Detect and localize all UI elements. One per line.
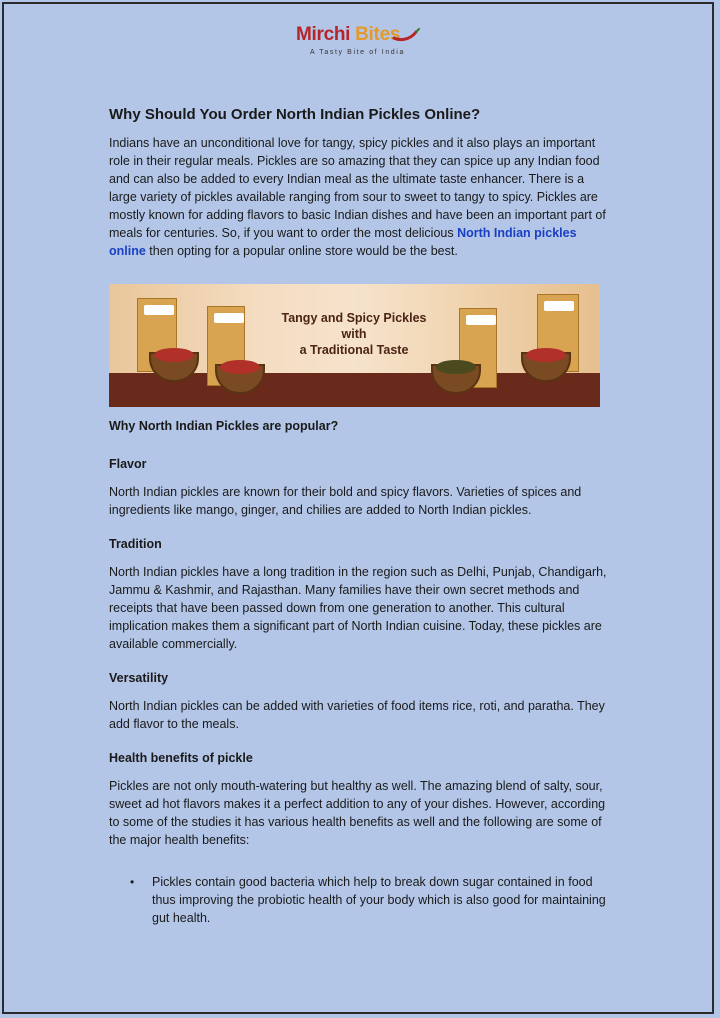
banner-title: Tangy and Spicy Pickles with a Traditional Taste: [281, 311, 427, 357]
section-text-tradition: North Indian pickles have a long tradition in the region such as Delhi, Punjab, Chandigarh, Jammu & Kashmir, and Rajasthan. Many families have their own secret methods and receipts that have been passed down from one generation to another. This cultural implication makes them a significant part of North Indian cuisine. Today, these pickles are available commercially.: [109, 565, 607, 651]
section-heading-versatility: Versatility: [109, 671, 169, 685]
section-heading-flavor: Flavor: [109, 457, 147, 471]
article: [109, 104, 614, 927]
brand-tagline: A Tasty Bite of India: [310, 49, 405, 56]
pickles-banner-image: [109, 284, 600, 407]
section-heading-tradition: Tradition: [109, 537, 162, 551]
popularity-question: Why North Indian Pickles are popular?: [109, 419, 339, 433]
intro-paragraph: [109, 134, 614, 260]
list-item: • Pickles contain good bacteria which help to break down sugar contained in food thus improving the probiotic health of your body which is also good for maintaining gut health.: [130, 875, 606, 925]
brand-name: Mirchi Bites: [296, 24, 401, 45]
health-benefits-list: [109, 873, 614, 927]
brand-logo[interactable]: [296, 24, 426, 64]
section-text-health-benefits: Pickles are not only mouth-watering but healthy as well. The amazing blend of salty, sour, sweet ad hot flavors makes it a perfect addition to any of your dishes. However, according to some of the studies it has various health benefits as well and the following are some of the major health benefits:: [109, 779, 606, 847]
north-indian-pickles-link[interactable]: North Indian pickles online: [109, 226, 577, 258]
section-heading-health-benefits: Health benefits of pickle: [109, 751, 253, 765]
chili-icon: [392, 28, 420, 42]
section-text-flavor: North Indian pickles are known for their bold and spicy flavors. Varieties of spices and ingredients like mango, ginger, and chilies are added to North Indian pickles.: [109, 485, 582, 517]
section-text-versatility: North Indian pickles can be added with varieties of food items rice, roti, and paratha. They add flavor to the meals.: [109, 699, 605, 731]
intro-text-before: Indians have an unconditional love for tangy, spicy pickles and it also plays an important role in their regular meals. Pickles are so amazing that they can spice up any Indian food and can also be added to every Indian meal as the ultimate taste enhancer. There is a large variety of pickles available ranging from sour to sweet to tangy to spicy. Pickles are mostly known for adding flavors to basic Indian dishes and have been an important part of meals for centuries. So, if you want to order the most delicious: [109, 136, 606, 240]
bullet-icon: •: [130, 875, 135, 889]
article-title: Why Should You Order North Indian Pickles Online?: [109, 106, 481, 123]
intro-text-after: then opting for a popular online store would be the best.: [145, 244, 458, 258]
